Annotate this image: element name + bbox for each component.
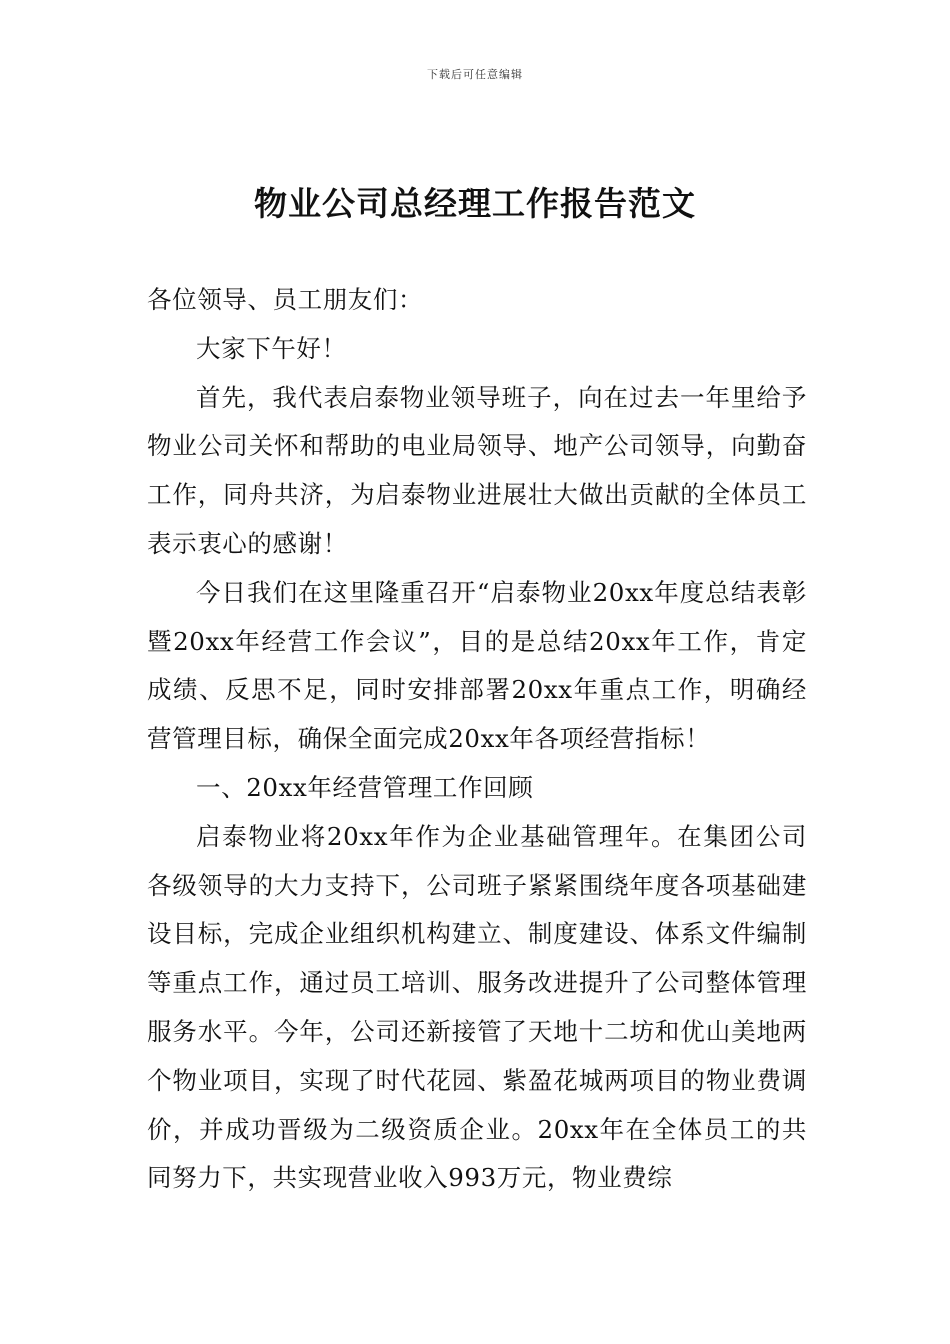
paragraph-meeting-purpose: 今日我们在这里隆重召开“启泰物业20xx年度总结表彰暨20xx年经营工作会议”，目的是总结20xx年工作，肯定成绩、反思不足，同时安排部署20xx年重点工作，明确经营管理目标，确保全面完成20xx年各项经营指标！	[147, 577, 807, 754]
paragraph-review: 启泰物业将20xx年作为企业基础管理年。在集团公司各级领导的大力支持下，公司班子紧紧围绕年度各项基础建设目标，完成企业组织机构建立、制度建设、体系文件编制等重点工作，通过员工培训、服务改进提升了公司整体管理服务水平。今年，公司还新接管了天地十二坊和优山美地两个物业项目，实现了时代花园、紫盈花城两项目的物业费调价，并成功晋级为二级资质企业。20xx年在全体员工的共同努力下，共实现营业收入993万元，物业费综	[147, 821, 807, 1193]
paragraph-thanks: 首先，我代表启泰物业领导班子，向在过去一年里给予物业公司关怀和帮助的电业局领导、地产公司领导，向勤奋工作，同舟共济，为启泰物业进展壮大做出贡献的全体员工表示衷心的感谢！	[147, 382, 807, 558]
document-title: 物业公司总经理工作报告范文	[254, 184, 696, 223]
paragraph-greeting: 大家下午好！	[196, 333, 347, 363]
document-body	[147, 276, 807, 1203]
section-heading: 一、20xx年经营管理工作回顾	[196, 772, 534, 802]
salutation: 各位领导、员工朋友们：	[147, 285, 424, 314]
header-note: 下载后可任意编辑	[427, 68, 523, 81]
